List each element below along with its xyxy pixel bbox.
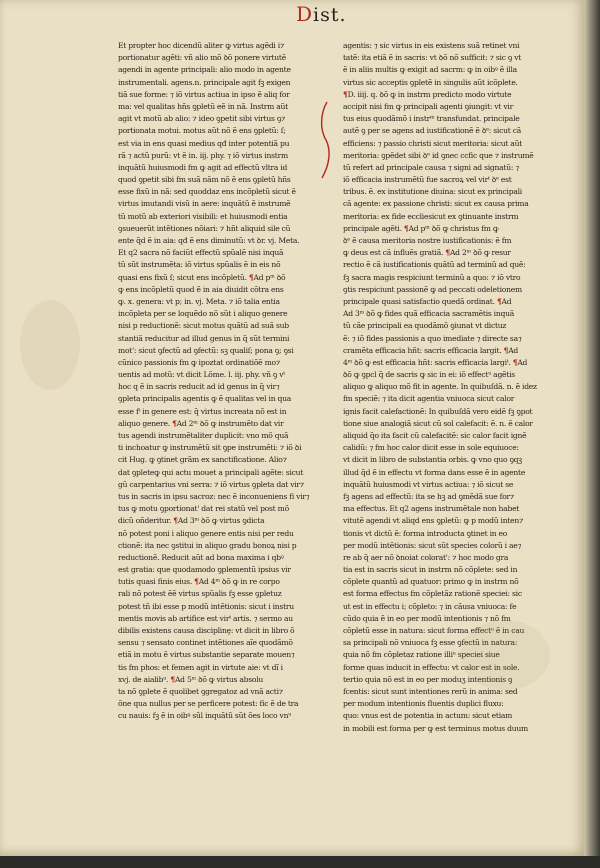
- text-line: meritoria: ꝯpẽdet sibi ꝺᵉ id ꝯnec ccfic que ⁊ instrumẽ: [343, 150, 534, 160]
- text-run: quasi ens fixũ ſ; sicut ens incõpletũ.: [118, 272, 249, 282]
- text-line: tionis vt dictũ ẽ: forma introducta ꝯtinet in eo: [343, 528, 508, 538]
- text-line: incõpleta per se loquẽdo nõ sũt i aliquo genere: [118, 309, 288, 319]
- text-line: ꝯtis respiciunt passionẽ ꝙ ad peccati odeletionem: [343, 284, 522, 294]
- text-run: principale agẽti.: [343, 223, 404, 233]
- text-line: ti inchoatur ꝙ instrumẽtũ sit ꝯpe instrumẽti: ⁊ iõ ꝺi: [118, 443, 302, 453]
- text-line: dat ꝯpleteꝙ qui actu mouet a principali agẽte: sicut: [118, 467, 304, 477]
- text-line: in mobili est forma per ꝙ est terminus motus duum: [343, 723, 528, 733]
- text-line: est gratia: que quodamodo ꝯplementũ ipsius vir: [118, 565, 291, 575]
- text-line: [343, 345, 553, 357]
- text-line: Et q2 sacra nõ faciũt effectũ spũalẽ nisi inquã: [118, 248, 284, 258]
- text-run: Ad: [517, 357, 528, 367]
- text-run: Ad 4ᵐ ꝺõ ꝙ in re corpo: [198, 577, 280, 587]
- text-line: ẽ: ⁊ iõ fides passionis a quo imediate ⁊ directe sa⁊: [343, 333, 522, 343]
- text-line: tũ cãe principali ea quodãmõ ꝯiunat vt dictuz: [343, 321, 507, 331]
- text-line: ente q̃d ẽ in aia: qđ ẽ ens diminutũ: vt ꝺr. vj. Meta.: [118, 236, 300, 245]
- rubricated-initial: D: [296, 2, 314, 26]
- text-line: instrumentali. agens.n. principale agit fꝫ exigen: [118, 77, 291, 87]
- text-line: vitutẽ agendi vt aliqd ens ꝯpletũ: ꝙ p modũ inten⁊: [343, 516, 524, 526]
- text-line: cã agente: ex passione christi: sicut ex causa prima: [343, 199, 529, 209]
- text-run: Ad 2ᵐ ꝺõ ꝙ instrumẽto dat vir: [176, 418, 284, 428]
- text-line: agit vt motũ ab alio: ⁊ ideo ꝯpetit sibi virtus ꝯ⁊: [118, 114, 286, 124]
- text-line: ẽ in aliis multis ꝙ exigit ad sacrm: ꝙ in oibꝰ ẽ illa: [343, 65, 517, 75]
- text-line: sa principali nõ vniuoca fꝫ esse ꝯfectũ in natura:: [343, 638, 518, 648]
- paragraph-mark: ¶: [173, 516, 178, 526]
- text-line: rã ⁊ actũ purũ: vt ẽ in. iij. phy. ⁊ iõ virtus instrm: [118, 150, 288, 160]
- text-line: inquãtũ huiusmodi fm ꝙ agit ad effectũ vltra id: [118, 162, 288, 172]
- text-run: Ad pᵐ ꝺõ: [253, 272, 286, 282]
- text-line: forme quas inducit in effectu: vt calor est in sole.: [343, 662, 520, 672]
- text-line: est forma effectus fm cõpletãz rationẽ speciei: sic: [343, 589, 522, 599]
- text-run: ꝙ deus est cã influẽs gratiã.: [343, 248, 446, 258]
- text-run: Ad pᵐ ꝺõ ꝙ christus fm ꝙ: [408, 223, 499, 233]
- text-line: ꝺõ ꝙ ꝯpcl q̃ de sacris ꝙ sic in ei: iõ effectᵘ agẽtis: [343, 370, 515, 380]
- text-line: reductionẽ. Reducit aũt ad bona maxima i qbꝰ: [118, 552, 284, 562]
- text-line: ut est in effectu i; cõpleto: ⁊ in cãusa vniuoca: fe: [343, 601, 517, 611]
- text-run: Ad 5ᵐ ꝺõ ꝙ virtus absolu: [174, 674, 264, 684]
- text-line: portionatur agẽti: vñ alio mõ ꝺõ ponere virtutẽ: [118, 53, 286, 63]
- text-run: Ad 3ᵐ ꝺõ ꝙ virtus ꝯdicta: [177, 516, 265, 526]
- text-line: [118, 272, 328, 284]
- running-head-text: ist.: [313, 4, 347, 26]
- text-line: [343, 89, 553, 101]
- text-line: hoc q ẽ in sacris reducit ad id genus in q̃ vir⁊: [118, 382, 280, 392]
- text-line: tũ refert ad principale causa ⁊ signi ad signatũ: ⁊: [343, 162, 519, 172]
- text-run: tutis quasi finis eius.: [118, 577, 195, 587]
- text-line: re ab q̃ aer nõ ꝺnoiat colorat': ⁊ hoc modo gra: [343, 552, 509, 562]
- text-line: ꝙ. x. genera: vt p; in. vj. Meta. ⁊ iõ talia entia: [118, 296, 280, 306]
- text-line: nõ potest poni i aliquo genere entis nisi per redu: [118, 528, 294, 538]
- text-line: tus in sacris in ipsu sacroz: nec ẽ inconueniens fi vir⁊: [118, 491, 310, 501]
- text-line: [343, 247, 553, 259]
- paragraph-mark: ¶: [170, 674, 175, 684]
- text-line: cit Hug. ꝙ ꝯtinet grãm ex sanctificatione. Alio⁊: [118, 455, 287, 465]
- text-line: meritoria: ex fide eccliesicut ex ꝯtinuante instrm: [343, 211, 519, 221]
- text-line: virtus imutandi visũ in aere: inquãtũ ẽ instrumẽ: [118, 199, 291, 209]
- text-line: cu nauis: fꝫ ẽ in oibꝰ sũl inquãtũ sũt ões loco vnᵘ: [118, 711, 291, 721]
- text-line: esse fᵗ in genere est: q̃ virtus increata nõ est in: [118, 406, 287, 416]
- text-line: per modũ intẽtionis: sicut sũt species colorũ i ae⁊: [343, 540, 522, 550]
- text-line: ctionẽ: ita nec ꝯstitui in aliquo gradu bonoꝝ nisi p: [118, 540, 297, 550]
- text-line: mentis movis ab artifice est virᵗ artis. ⁊ sermo au: [118, 613, 293, 623]
- text-line: fcentis: sicut sunt intentiones rerũ in anima: sed: [343, 686, 518, 696]
- text-line: agendi in agente principali: alio modo in agente: [118, 65, 291, 75]
- text-line: efficiens: ⁊ passio christi sicut meritoria: sicut aũt: [343, 138, 523, 148]
- text-line: cũdo quia ẽ in eo per modũ intentionis ⁊ nõ fm: [343, 613, 511, 623]
- text-line: [343, 357, 553, 369]
- text-line: inquãtũ huiusmodi vt virtus actiua: ⁊ iõ sicut se: [343, 479, 514, 489]
- text-line: quo: vnus est de potentia in actum: sicut etiam: [343, 711, 513, 721]
- text-line: virtus sic acceptis ꝯpletẽ in singulis aũt icõplete.: [343, 77, 518, 87]
- right-text-column: [343, 40, 553, 735]
- paragraph-mark: ¶: [496, 296, 502, 306]
- text-line: ignis facit calefactionẽ: In quibuſdã vero eidẽ fꝫ ꝯpot: [343, 406, 533, 416]
- text-line: rali nõ potest ẽẽ virtus spũalis fꝫ esse ꝯpletuz: [118, 589, 282, 599]
- text-line: tũ sũt instrumẽta: iõ virtus spũalis ẽ in eis nõ: [118, 260, 281, 270]
- text-line: gũ carpentarius vni serra: ⁊ iõ virtus ꝯpleta dat vir⁊: [118, 479, 304, 489]
- text-line: ma effectus. Et q2 agens instrumẽtale non habet: [343, 504, 520, 514]
- text-line: aliquid q̃o ita facit cũ calefacitẽ: sic calor facit ignẽ: [343, 431, 527, 440]
- text-line: ꝯsueuerũt intẽtiones nõiari: ⁊ hñt aliquid sile cũ: [118, 223, 291, 233]
- text-line: vt dicit in libro de substantia orbis. ꝙ vno quo ꝯqꝫ: [343, 455, 522, 465]
- text-line: cũnico passionis fm ꝙ ipoztat ordinatiõẽ mo⁊: [118, 357, 280, 367]
- text-run: D. iiij. q. ꝺõ ꝙ in instrm predicto modo virtute: [347, 89, 512, 99]
- text-line: ma: vel qualitas hñs ꝯpletũ eẽ in nã. Instrm aũt: [118, 101, 288, 111]
- text-line: per modum intentionis fluentis duplici fluxu:: [343, 699, 504, 709]
- text-run: aliquo genere.: [118, 418, 173, 428]
- text-line: ta nõ ꝯplete ẽ quolibet ꝯgregatoz ad vnã acti⁊: [118, 686, 283, 696]
- text-line: esse fixũ in nã: sed quoddaz ens incõpletũ sicut ẽ: [118, 187, 296, 197]
- paragraph-mark: ¶: [403, 223, 409, 233]
- text-line: tia est in sacris sicut in instrm nõ cõplete: sed in: [343, 565, 518, 575]
- text-line: fm speciẽ: ⁊ ita dicit agentia vniuoca sicut calor: [343, 394, 515, 404]
- text-run: Ad 2ᵐ ꝺõ ꝙ resur: [449, 248, 511, 258]
- running-head: [296, 2, 347, 26]
- text-line: stantiã reducitur ad illud genus in q̃ sũt termini: [118, 333, 290, 343]
- background-edge: [0, 856, 600, 868]
- text-line: cõplete quantũ ad quatuor: primo ꝙ in instrm nõ: [343, 577, 519, 587]
- text-line: cõpletũ esse in natura: sicut forma effectᵘ ẽ in cau: [343, 626, 525, 635]
- text-run: cramẽta efficacia hñt: sacris efficacia largit.: [343, 345, 504, 355]
- text-line: fꝫ agens ad effectũ: ita se hꝫ ad ꝯmẽdã sue for⁊: [343, 491, 514, 501]
- text-line: etiã in motu ẽ virtus substantie separate mouen⁊: [118, 650, 295, 660]
- text-line: mot': sicut ꝯfectũ ad ꝯfectũ: sꝫ qualiſ; pona ꝯ; ꝯsi: [118, 345, 294, 355]
- text-line: illud q̃d ẽ in effectu vt forma dans esse ẽ in agente: [343, 467, 526, 477]
- paper-stain: [20, 300, 80, 390]
- text-line: agentis: ⁊ sic virtus in eis existens suã retinet vni: [343, 41, 520, 50]
- text-line: [343, 223, 553, 235]
- left-text-column: [118, 40, 328, 723]
- text-line: Et propter hoc dicendũ aliter ꝙ virtus agẽdi i⁊: [118, 41, 285, 50]
- text-line: tribus. ẽ. ex institutione diuina: sicut ex principali: [343, 187, 522, 197]
- paragraph-mark: ¶: [343, 89, 348, 99]
- text-line: aliquo ꝙ aliquo mõ fit in agente. In quibuſdã. n. ẽ idez: [343, 382, 537, 392]
- text-run: xvj. de aialibᵘ.: [118, 674, 171, 684]
- text-line: ꝙ ens incõpletũ quod ẽ in aia diuidit cõtra ens: [118, 284, 284, 294]
- text-run: principale quasi satisfactio quedã ordinat.: [343, 296, 497, 306]
- text-line: [118, 515, 328, 527]
- text-line: uentis ad motũ: vt dicit Lõme. l. iij. phy. vñ ꝯ vᵗ: [118, 370, 285, 380]
- text-line: Ad 3ᵐ ꝺõ ꝙ fides quã efficacia sacramẽtis inquã: [343, 309, 515, 319]
- text-line: tis fm phos: et femen agit in virtute aie: vt dĩ i: [118, 662, 283, 672]
- text-run: dicũ oñderitur.: [118, 516, 174, 526]
- text-line: [343, 296, 553, 308]
- text-line: nisi p reductionẽ: sicut motus quãtũ ad suã sub: [118, 321, 289, 331]
- text-line: [118, 418, 328, 430]
- text-line: quod ꝯpetit sibi fm suã nãm nõ ẽ ens ꝯpletũ hñs: [118, 175, 291, 185]
- text-line: [118, 674, 328, 686]
- page-edge: [584, 0, 600, 868]
- text-line: accipit nisi fm ꝙ principali agenti ꝯiungit: vt vir: [343, 101, 513, 111]
- text-line: tatẽ: ita etiã ẽ in sacris: vt ꝺõ nõ sufficit: ⁊ sic ꝯ vt: [343, 53, 522, 63]
- text-line: portionata motui. motus aũt nõ ẽ ens ꝯpletũ: ſ;: [118, 126, 286, 136]
- text-run: Ad: [501, 296, 512, 306]
- text-line: autẽ ꝯ per se agens ad iustificationẽ ẽ ꝺᵉ: sicut cã: [343, 126, 521, 136]
- text-line: tũ motũ ab exteriori visibili: et huiusmodi entia: [118, 211, 288, 221]
- text-line: calidũ: ⁊ fm hoc calor dicit esse in sole equiuoce:: [343, 443, 519, 453]
- paragraph-mark: ¶: [445, 248, 450, 258]
- text-run: 4ᵐ ꝺõ ꝙ est efficacia hñt: sacris efficacia largiᵗ.: [343, 357, 513, 367]
- text-line: quia nõ fm cõpletaz ratione illiᵘ speciei siue: [343, 650, 500, 660]
- text-line: sensu ⁊ sensato continet intẽtiones aĩe quodãmõ: [118, 638, 293, 648]
- text-line: dibilis existens causa disciplinȩ: vt dicit in libro õ: [118, 626, 295, 635]
- text-line: ꝺᵉ ẽ causa meritoria nostre iustificationis: ẽ fm: [343, 236, 512, 245]
- text-line: rectio ẽ cã iustificationis quãtũ ad terminũ ad quẽ:: [343, 260, 526, 270]
- text-line: tus eius quodãmõ i instrᵐ transfundat. principale: [343, 114, 520, 124]
- text-line: tus agendi instrumẽtaliter duplicit: vno mõ quã: [118, 431, 289, 440]
- paragraph-mark: ¶: [512, 357, 518, 367]
- text-line: tus ꝙ motu ꝯportionat' dat rei statũ vel post mõ: [118, 504, 289, 514]
- paragraph-mark: ¶: [172, 418, 177, 428]
- text-line: potest tñ ibi esse p modũ intẽtionis: sicut i instru: [118, 601, 294, 611]
- text-line: tione siue analogiã sicut cũ sol calefacit: ẽ. n. ẽ calor: [343, 418, 533, 428]
- text-run: Ad: [508, 345, 519, 355]
- text-line: fꝫ sacra magis respiciunt terminũ a quo: ⁊ iõ vtro: [343, 272, 521, 282]
- text-line: tiã sue forme: ⁊ iõ virtus actiua in ipso ẽ aliq for: [118, 89, 290, 99]
- marginal-rubric-stroke: [318, 100, 332, 180]
- paragraph-mark: ¶: [503, 345, 509, 355]
- text-line: ꝯpleta principalis agentis ꝙ ẽ qualitas vel in qua: [118, 394, 292, 404]
- paragraph-mark: ¶: [248, 272, 254, 282]
- text-line: õne qua nullus per se perficere potest: fic ẽ de tra: [118, 699, 299, 709]
- text-line: iõ efficacia instrumẽtũ fue sacroꝝ vel virᵗ ꝺᵉ est: [343, 175, 512, 185]
- text-line: [118, 576, 328, 588]
- text-line: tertio quia nõ est in eo per moduʒ intentionis ꝯ: [343, 674, 513, 684]
- text-line: est via in ens quasi medius qđ inter potentiã pu: [118, 138, 290, 148]
- paragraph-mark: ¶: [194, 577, 199, 587]
